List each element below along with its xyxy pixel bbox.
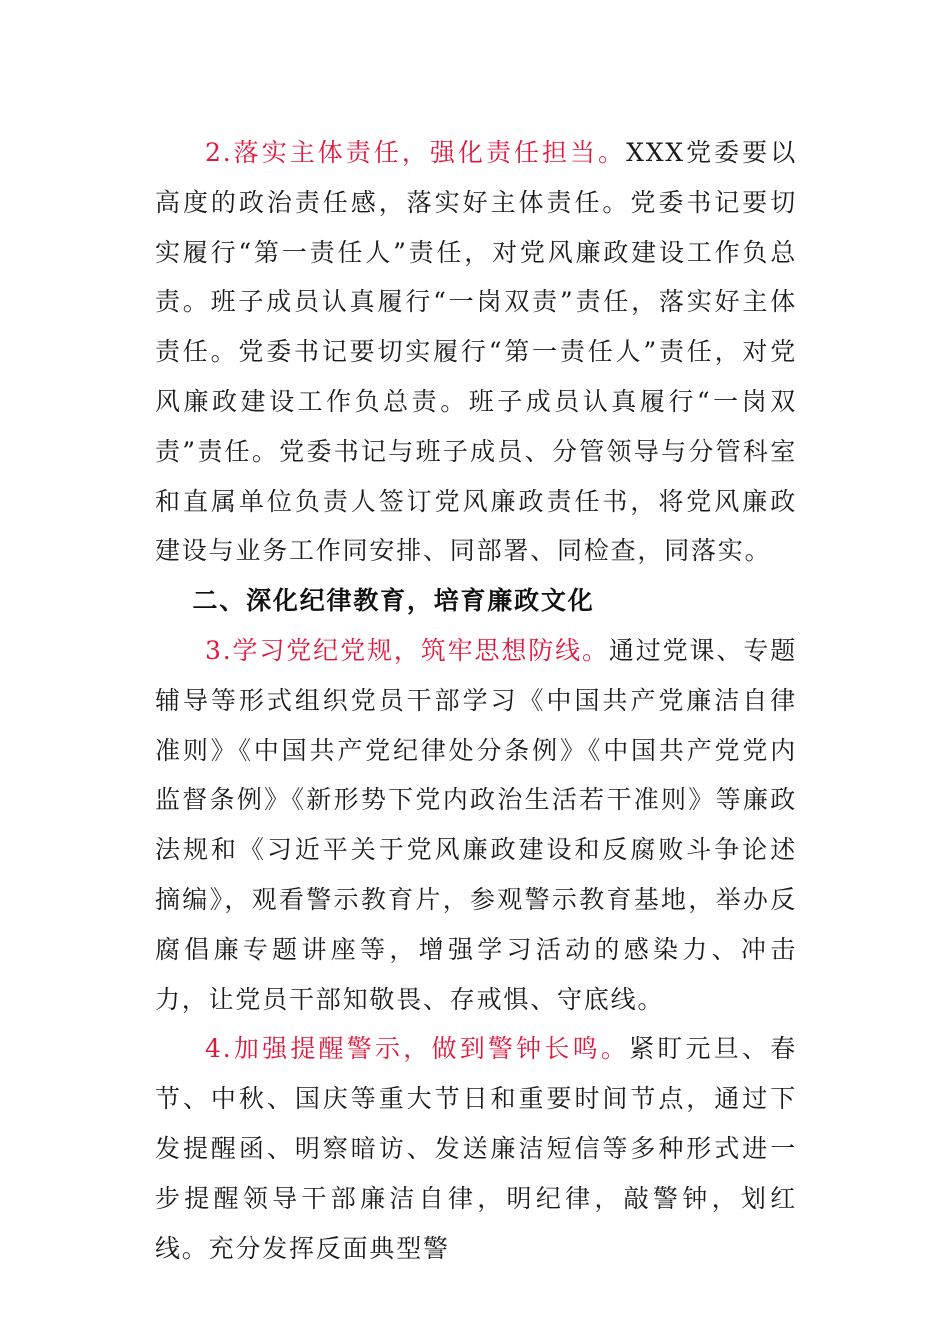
paragraph-2-body: XXX党委要以高度的政治责任感，落实好主体责任。党委书记要切实履行“第一责任人”责任，对党风廉政建设工作负总责。班子成员认真履行“一岗双责”责任，落实好主体责任。党委书记要切实履行“第一责任人”责任，对党风廉政建设工作负总责。班子成员认真履行“一岗双责”责任。党委书记与班子成员、分管领导与分管科室和直属单位负责人签订党风廉政责任书，将党风廉政建设与业务工作同安排、同部署、同检查，同落实。: [155, 138, 798, 566]
paragraph-2-lead: 2.落实主体责任，强化责任担当。: [205, 138, 627, 167]
paragraph-2: [155, 128, 797, 576]
paragraph-3: [155, 626, 797, 1024]
paragraph-3-body: 通过党课、专题辅导等形式组织党员干部学习《中国共产党廉洁自律准则》《中国共产党纪律处分条例》《中国共产党党内监督条例》《新形势下党内政治生活若干准则》等廉政法规和《习近平关于党风廉政建设和反腐败斗争论述摘编》，观看警示教育片，参观警示教育基地，举办反腐倡廉专题讲座等，增强学习活动的感染力、冲击力，让党员干部知敬畏、存戒惧、守底线。: [155, 635, 798, 1014]
paragraph-4: [155, 1024, 797, 1273]
paragraph-4-body: 紧盯元旦、春节、中秋、国庆等重大节日和重要时间节点，通过下发提醒函、明察暗访、发送廉洁短信等多种形式进一步提醒领导干部廉洁自律，明纪律，敲警钟，划红线。充分发挥反面典型警: [155, 1034, 797, 1263]
paragraph-3-lead: 3.学习党纪党规，筑牢思想防线。: [205, 635, 609, 665]
paragraph-4-lead: 4.加强提醒警示，做到警钟长鸣。: [205, 1034, 630, 1064]
section-heading-2: 二、深化纪律教育，培育廉政文化: [192, 586, 595, 616]
document-body: [155, 128, 797, 1273]
